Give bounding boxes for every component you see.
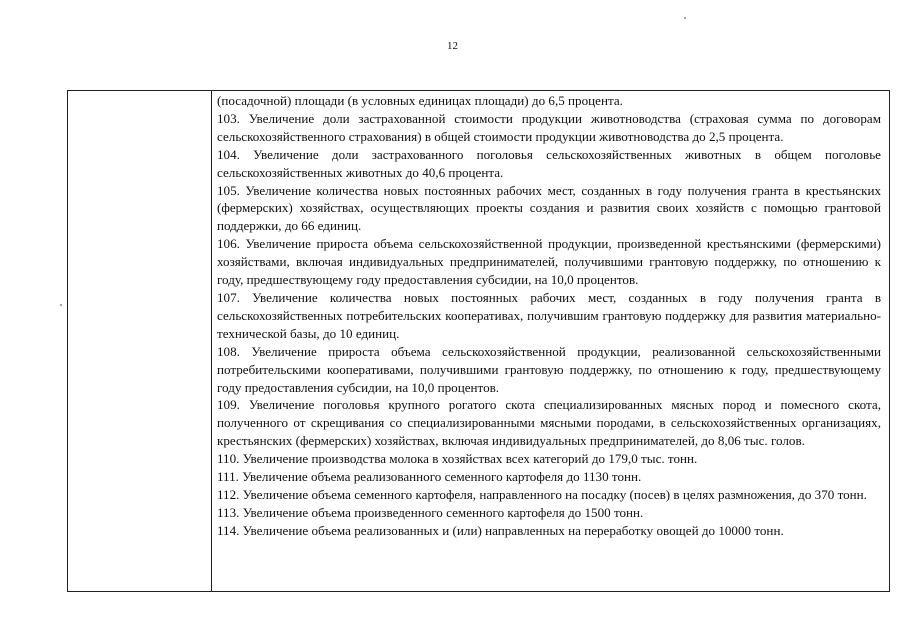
indicator-paragraph: 112. Увеличение объема семенного картофеля, направленного на посадку (посев) в целях размножения, до 370 тонн. [217, 486, 867, 502]
table-right-column [212, 91, 889, 591]
indicator-paragraph: 104. Увеличение доли застрахованного поголовья сельскохозяйственных животных в общем поголовье сельскохозяйственных животных до 40,6 процента. [217, 146, 881, 180]
indicator-paragraph: 107. Увеличение количества новых постоянных рабочих мест, созданных в году получения гранта в сельскохозяйственных потребительских кооперативах, получившим грантовую поддержку для развития материально-технической базы, до 10 единиц. [217, 289, 881, 341]
indicator-paragraph: 109. Увеличение поголовья крупного рогатого скота специализированных мясных пород и помесного скота, полученного от скрещивания со специализированными мясными породами, в сельскохозяйственных организациях, крестьянских (фермерских) хозяйствах, включая индивидуальных предпринимателей, до 8,06 тыс. голов. [217, 397, 881, 449]
indicator-paragraph: 105. Увеличение количества новых постоянных рабочих мест, созданных в году получения гранта в крестьянских (фермерских) хозяйствах, осуществляющих проекты создания и развития своих хозяйств с помощью грантовой поддержки, до 66 единиц. [217, 182, 881, 234]
indicator-paragraph: 110. Увеличение производства молока в хозяйствах всех категорий до 179,0 тыс. тонн. [217, 451, 698, 467]
indicator-paragraph: 108. Увеличение прироста объема сельскохозяйственной продукции, реализованной сельскохозяйственными потребительскими кооперативами, получившими грантовую поддержку, по отношению к году, предшествующему году предоставления субсидии, на 10,0 процентов. [217, 343, 881, 395]
scan-speck [60, 304, 62, 306]
indicator-paragraph: 106. Увеличение прироста объема сельскохозяйственной продукции, произведенной крестьянскими (фермерскими) хозяйствами, включая индивидуальных предпринимателей, получившими грантовую поддержку, по отношению к году, предшествующему году предоставления субсидии, на 10,0 процентов. [217, 236, 881, 288]
page-number: 12 [447, 40, 458, 52]
indicator-paragraph: (посадочной) площади (в условных единицах площади) до 6,5 процента. [217, 93, 623, 108]
indicator-paragraph: 113. Увеличение объема произведенного семенного картофеля до 1500 тонн. [217, 504, 644, 520]
table-left-column [68, 91, 212, 591]
indicator-paragraph: 103. Увеличение доли застрахованной стоимости продукции животноводства (страховая сумма по договорам сельскохозяйственного страхования) в общей стоимости продукции животноводства до 2,5 процента. [217, 110, 881, 144]
indicators-table [67, 90, 890, 592]
indicator-paragraph: 111. Увеличение объема реализованного семенного картофеля до 1130 тонн. [217, 469, 642, 485]
indicator-paragraph: 114. Увеличение объема реализованных и (или) направленных на переработку овощей до 10000 тонн. [217, 522, 784, 538]
scan-speck [684, 17, 686, 19]
